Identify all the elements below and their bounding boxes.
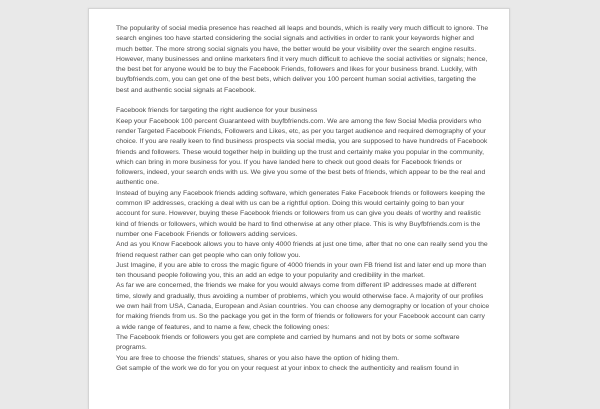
section-heading: Facebook friends for targeting the right audience for your business <box>116 107 318 115</box>
body-paragraph: Keep your Facebook 100 percent Guaranteed with buyfbfriends.com. We are among the few Social Media providers who render Targeted Facebook Friends, Followers and Likes, etc, as per you target audience and required demography of your choice. If you are really keen to find business prospects via social media, you are supposed to have hundreds of Facebook friends and followers. These would together help in building up the trust and certainly make you popular in the community, which can bring in more business for you. If you have landed here to check out good deals for Facebook friends or followers, indeed, your search ends with us. We give you some of the best bets of friends, which appear to be the real and authentic one. <box>116 117 488 187</box>
article-page <box>88 8 510 409</box>
body-paragraph: As far we are concerned, the friends we make for you would always come from different IP addresses made at different time, slowly and gradually, thus avoiding a number of problems, which you would otherwise face. A majority of our profiles we own hail from USA, Canada, European and Asian countries. You can choose any demography or location of your choice for making friends from us. So the package you get in the form of friends or followers for your Facebook account can carry a wide range of features, and to name a few, check the following ones: <box>116 282 490 331</box>
body-paragraph: You are free to choose the friends' statues, shares or you also have the option of hiding them. <box>116 354 399 362</box>
body-paragraph: Get sample of the work we do for you on your request at your inbox to check the authenticity and realism found in <box>116 364 459 372</box>
body-paragraph: The Facebook friends or followers you get are complete and carried by humans and not by bots or some software programs. <box>116 333 460 352</box>
article-content <box>116 24 490 374</box>
body-paragraph: Just Imagine, if you are able to cross the magic figure of 4000 friends in your own FB friend list and later end up more than ten thousand people following you, this an add an edge to your popularity and credibility in the market. <box>116 261 487 280</box>
body-paragraph: Instead of buying any Facebook friends adding software, which generates Fake Facebook friends or followers keeping the common IP addresses, cracking a deal with us can be a rightful option. Doing this would certainly going to ban your account for sure. However, buying these Facebook friends or followers from us can give you deals of worthy and realistic kind of friends or followers, which would be hard to find otherwise at any other place. This is why Buyfbfriends.com is the number one Facebook Friends or followers adding services. <box>116 189 486 238</box>
body-paragraph: And as you Know Facebook allows you to have only 4000 friends at just one time, after that no one can really send you the friend request rather can get people who can only follow you. <box>116 241 488 259</box>
intro-paragraph: The popularity of social media presence has reached all leaps and bounds, which is really very much difficult to ignore. The search engines too have started considering the social signals and activities in order to rank your keywords higher and much better. The more strong social signals you have, the better would be your visibility over the search engine results. However, many businesses and online marketers find it very much difficult to achieve the social activities or signals; hence, the best bet for anyone would be to buy the Facebook Friends, followers and likes for your business brand. Luckily, with buyfbfriends.com, you can get one of the best bets, which deliver you 100 percent human social activities, targeting the best and authentic social signals at Facebook. <box>116 25 489 94</box>
